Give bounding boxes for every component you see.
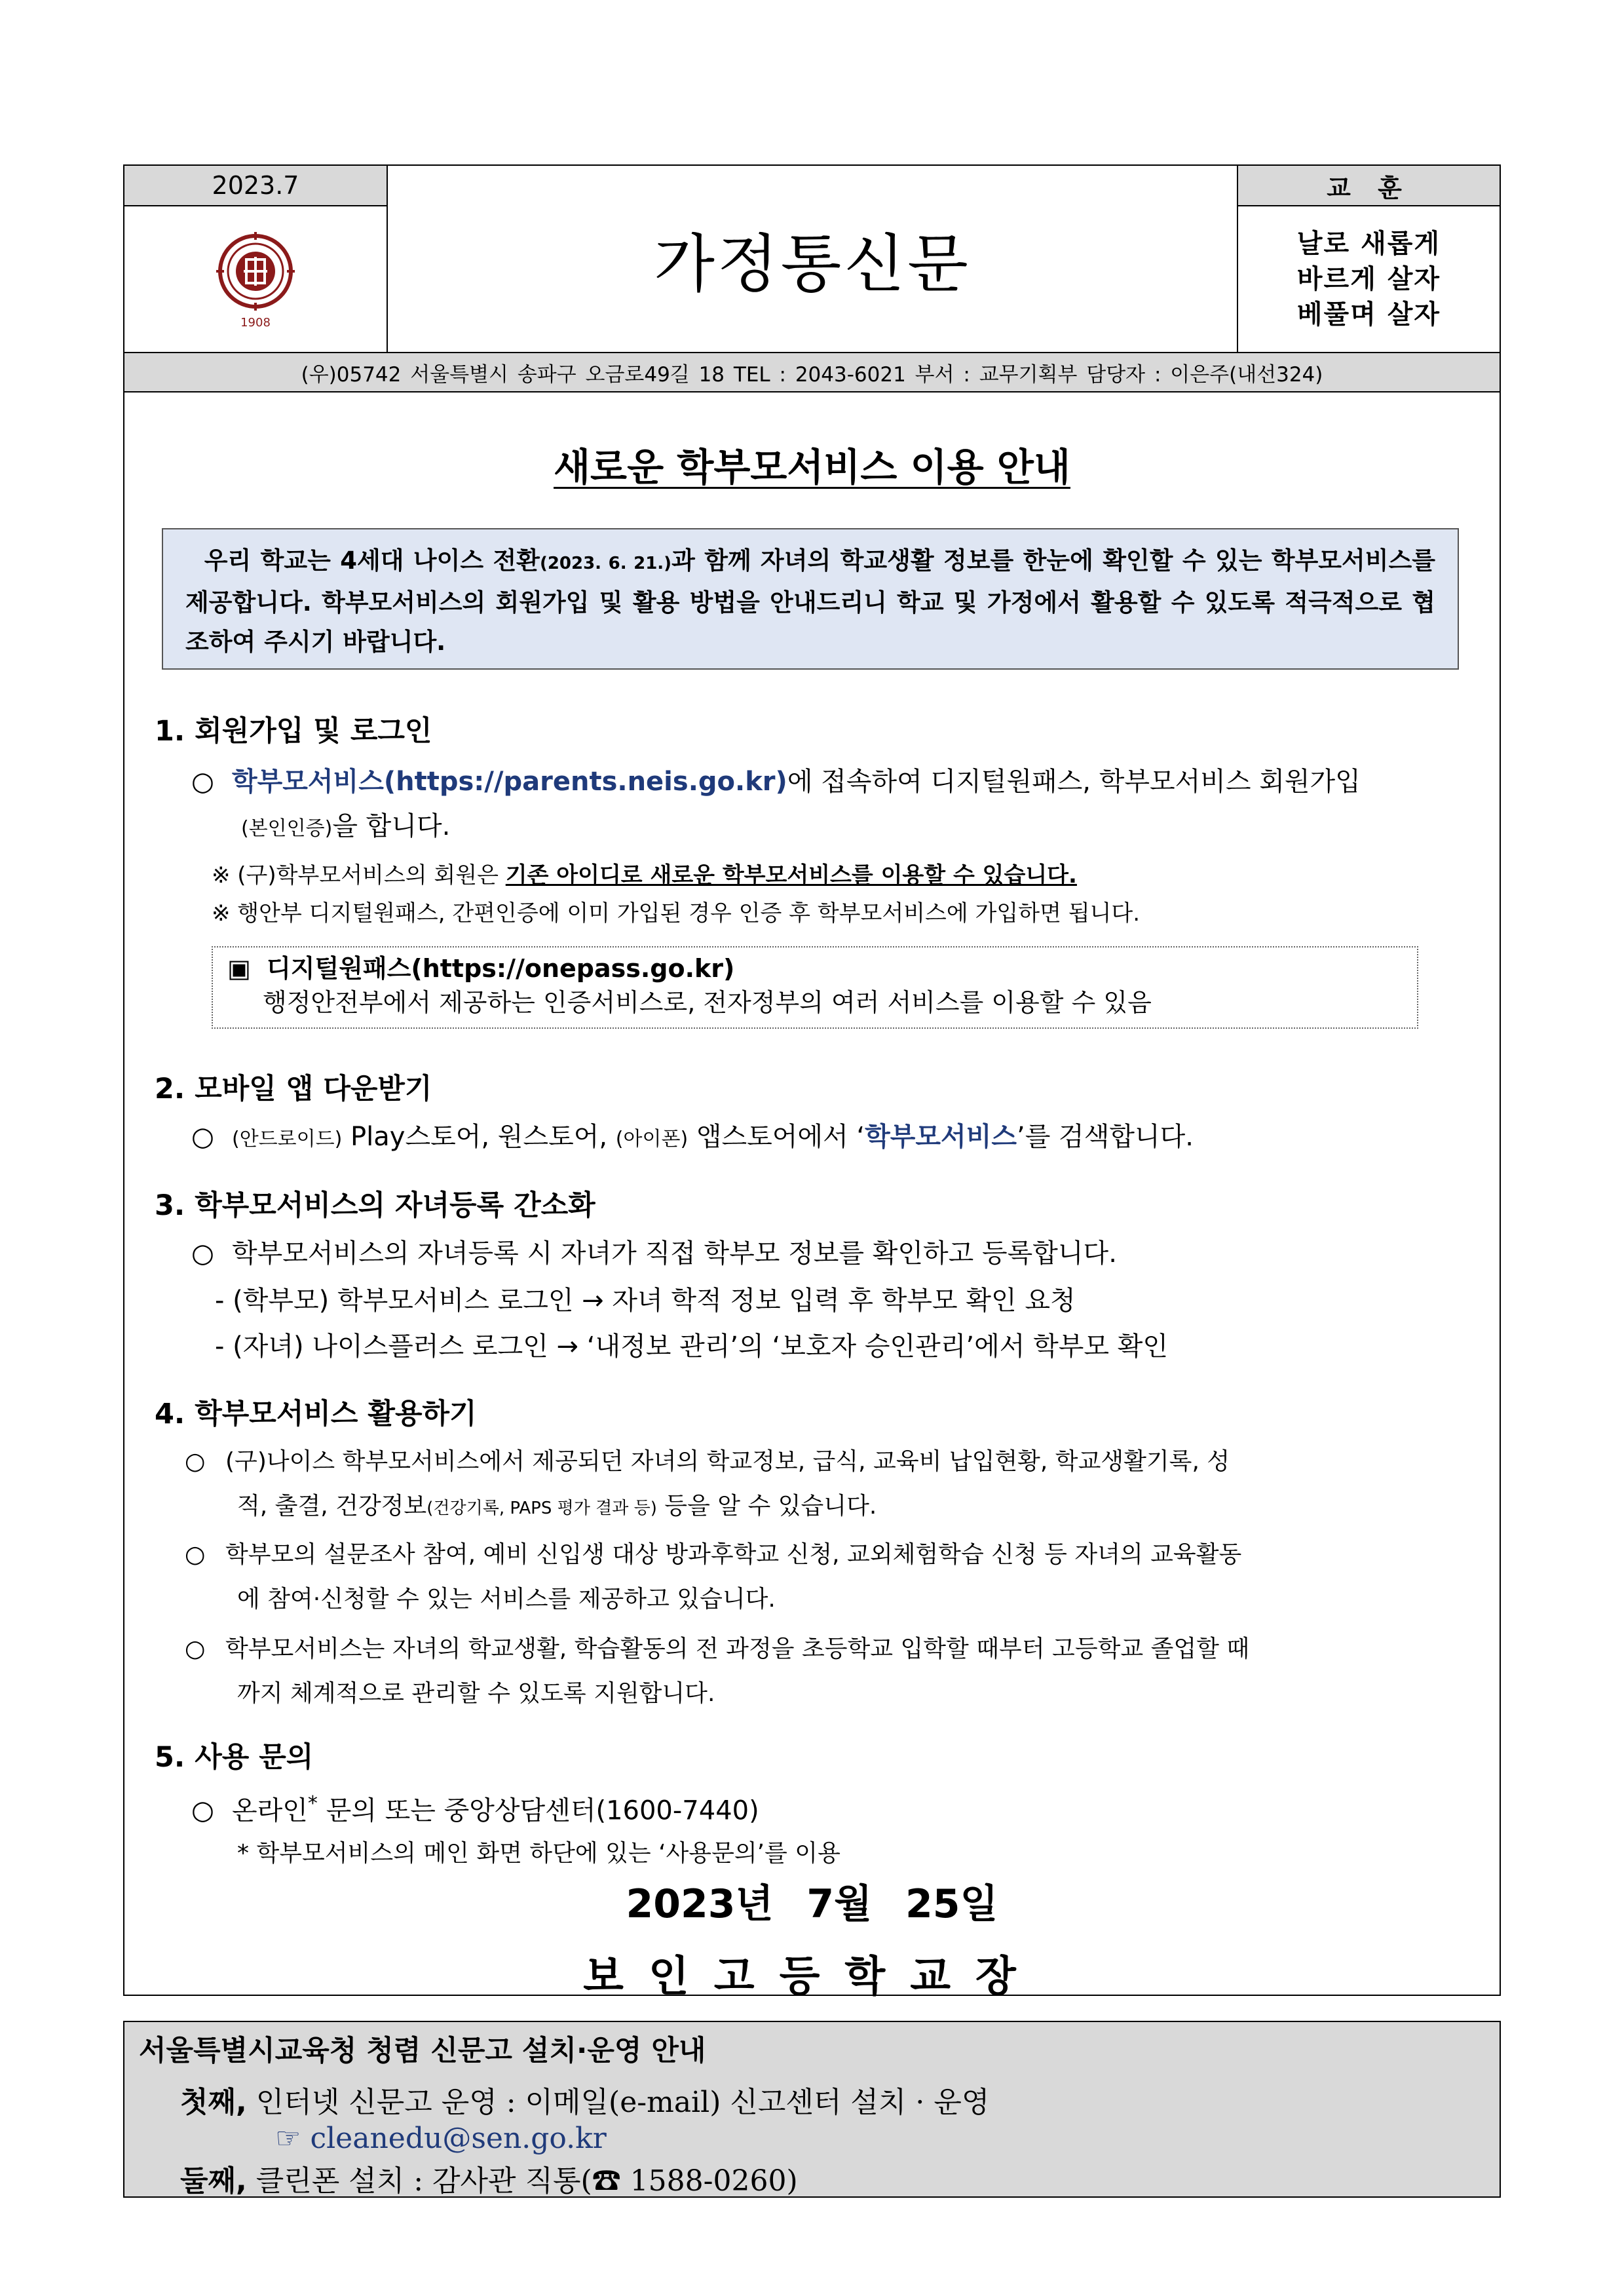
integrity-notice bbox=[123, 2021, 1501, 2198]
report-email[interactable]: ☞ cleanedu@sen.go.kr bbox=[275, 2122, 607, 2155]
school-emblem-icon bbox=[216, 227, 295, 332]
section-3-step: - (자녀) 나이스플러스 로그인 → ‘내정보 관리’의 ‘보호자 승인관리’에서 학부모 확인 bbox=[215, 1331, 1169, 1362]
motto-line: 바르게 살자 bbox=[1296, 264, 1441, 294]
onepass-desc: 행정안전부에서 제공하는 인증서비스로, 전자정부의 여러 서비스를 이용할 수 있음 bbox=[263, 988, 1152, 1017]
section-1-line2: (본인인증)을 합니다. bbox=[241, 811, 451, 841]
section-4-item-cont: 까지 체계적으로 관리할 수 있도록 지원합니다. bbox=[237, 1680, 715, 1707]
onepass-title: 디지털원패스(https://onepass.go.kr) bbox=[267, 954, 735, 983]
motto-line: 날로 새롭게 bbox=[1296, 229, 1441, 259]
section-4-item-cont: 에 참여·신청할 수 있는 서비스를 제공하고 있습니다. bbox=[237, 1586, 776, 1613]
intro-box: 우리 학교는 4세대 나이스 전환(2023. 6. 21.)과 함께 자녀의 학교생활 정보를 한눈에 확인할 수 있는 학부모서비스를 제공합니다. 학부모서비스의 회원가입 및 활용 방법을 안내드리니 학교 및 가정에서 활용할 수 있도록 적극적으로 협조하여 주시기 바랍니다. bbox=[162, 528, 1459, 670]
notice-title: 서울특별시교육청 청렴 신문고 설치·운영 안내 bbox=[139, 2035, 706, 2067]
notice-line-1: 첫째, 인터넷 신문고 운영 : 이메일(e-mail) 신고센터 설치 · 운영 bbox=[180, 2086, 990, 2119]
section-3-line: ○ 학부모서비스의 자녀등록 시 자녀가 직접 학부모 정보를 확인하고 등록합니다. bbox=[191, 1238, 1117, 1269]
parents-link[interactable]: 학부모서비스(https://parents.neis.go.kr) bbox=[232, 767, 787, 797]
section-4-item: ○ 학부모서비스는 자녀의 학교생활, 학습활동의 전 과정을 초등학교 입학할 때부터 고등학교 졸업할 때 bbox=[185, 1636, 1250, 1662]
section-2-line: ○ (안드로이드) Play스토어, 원스토어, (아이폰) 앱스토어에서 ‘학부모서비스’를 검색합니다. bbox=[191, 1122, 1194, 1152]
section-heading-5: 5. 사용 문의 bbox=[155, 1741, 314, 1774]
note-2: ※ 행안부 디지털원패스, 간편인증에 이미 가입된 경우 인증 후 학부모서비스에 가입하면 됩니다. bbox=[212, 900, 1141, 927]
document-title: 새로운 학부모서비스 이용 안내 bbox=[554, 445, 1070, 489]
header-table bbox=[123, 164, 1501, 392]
onepass-box bbox=[212, 946, 1418, 1029]
section-5-line: ○ 온라인* 문의 또는 중앙상담센터(1600-7440) bbox=[191, 1792, 759, 1826]
section-4-item: ○ 학부모의 설문조사 참여, 예비 신입생 대상 방과후학교 신청, 교외체험학습 신청 등 자녀의 교육활동 bbox=[185, 1541, 1242, 1568]
school-principal: 보인고등학교장 bbox=[583, 1953, 1041, 2001]
section-5-note: * 학부모서비스의 메인 화면 하단에 있는 ‘사용문의’를 이용 bbox=[237, 1840, 840, 1867]
section-3-step: - (학부모) 학부모서비스 로그인 → 자녀 학적 정보 입력 후 학부모 확인 요청 bbox=[215, 1286, 1076, 1316]
box-mark-icon: ▣ bbox=[227, 954, 251, 983]
section-heading-2: 2. 모바일 앱 다운받기 bbox=[155, 1073, 432, 1105]
notice-line-2: 둘째, 클린폰 설치 : 감사관 직통(☎ 1588-0260) bbox=[180, 2164, 798, 2198]
section-heading-3: 3. 학부모서비스의 자녀등록 간소화 bbox=[155, 1189, 595, 1222]
section-heading-4: 4. 학부모서비스 활용하기 bbox=[155, 1398, 477, 1430]
motto-line: 베풀며 살자 bbox=[1296, 299, 1441, 330]
section-1-line: ○ 학부모서비스(https://parents.neis.go.kr)에 접속하여 디지털원패스, 학부모서비스 회원가입 bbox=[191, 767, 1361, 797]
emblem-year: 1908 bbox=[240, 316, 271, 330]
address-bar: (우)05742 서울특별시 송파구 오금로49길 18 TEL : 2043-6021 부서 : 교무기획부 담당자 : 이은주(내선324) bbox=[124, 352, 1500, 391]
issue-date: 2023.7 bbox=[124, 166, 388, 206]
section-4-item-cont: 적, 출결, 건강정보(건강기록, PAPS 평가 결과 등) 등을 알 수 있습니다. bbox=[237, 1493, 877, 1520]
school-logo bbox=[124, 206, 388, 352]
section-4-item: ○ (구)나이스 학부모서비스에서 제공되던 자녀의 학교정보, 급식, 교육비 납입현황, 학교생활기록, 성 bbox=[185, 1448, 1230, 1475]
issue-full-date: 2023년 7월 25일 bbox=[626, 1881, 998, 1927]
note-1: ※ (구)학부모서비스의 회원은 기존 아이디로 새로운 학부모서비스를 이용할 수 있습니다. bbox=[212, 862, 1077, 889]
motto-label: 교 훈 bbox=[1238, 166, 1500, 206]
page-title: 가정통신문 bbox=[388, 166, 1238, 352]
pointing-hand-icon: ☞ bbox=[275, 2122, 301, 2155]
motto bbox=[1238, 206, 1500, 352]
section-heading-1: 1. 회원가입 및 로그인 bbox=[155, 715, 432, 748]
